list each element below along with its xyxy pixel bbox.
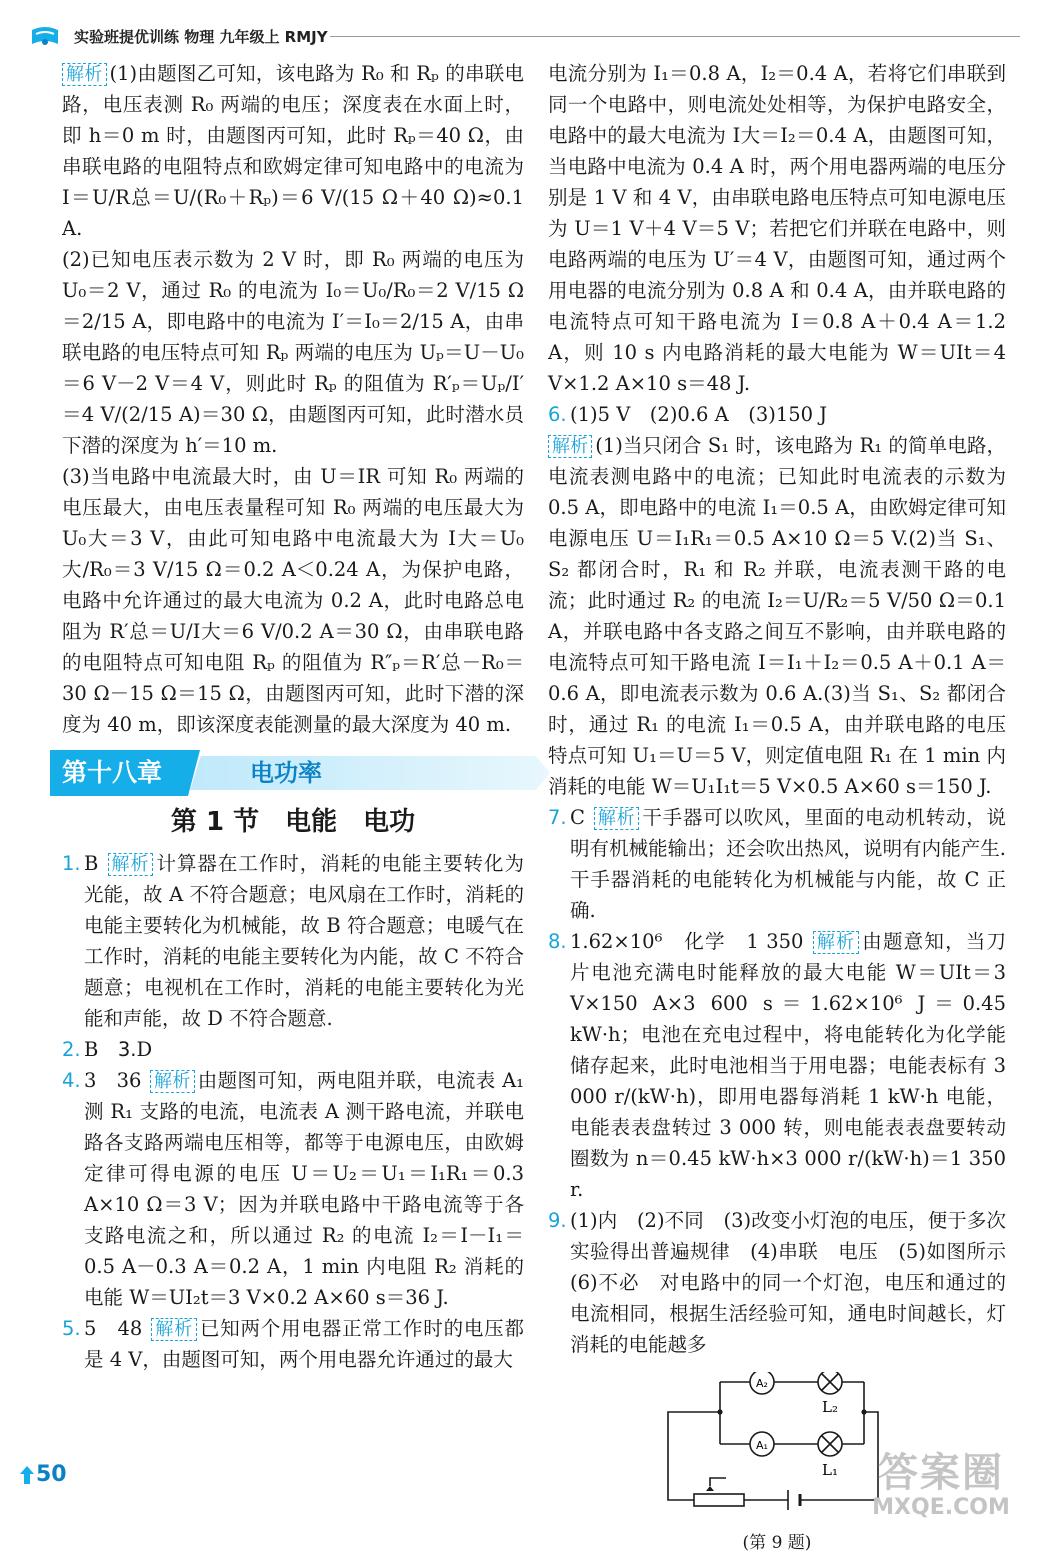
lamp-l1-icon (818, 1432, 842, 1456)
q4-analysis: 由题图可知，两电阻并联，电流表 A₁ 测 R₁ 支路的电流，电流表 A 测干路电流，并联电路各支路两端电压相等，都等于电源电压，由欧姆定律可得电源的电压 U＝U₂＝U₁＝I₁R₁＝0.3 A×10 Ω＝3 V；因为并联电路中干路电流等于各支路电流之和，所以通过 R₂ 的电流 I₂＝I－I₁＝0.5 A－0.3 A＝0.2 A，1 min 内电阻 R₂ 消耗的电能 W＝UI₂t＝3 V×0.2 A×60 s＝36 J. (84, 1069, 524, 1309)
q6-answer: (1)5 V (2)0.6 A (3)150 J (570, 403, 828, 426)
q8-number: 8. (548, 930, 567, 953)
section-title: 第 1 节 电能 电功 (170, 807, 416, 837)
q6-answer-line (548, 399, 1006, 430)
q2-number: 2. (62, 1038, 81, 1061)
analysis-tag: 解析 (594, 807, 640, 830)
right-column (548, 58, 1026, 1562)
figure-caption: (第 9 题) (742, 1533, 812, 1553)
page-marker-icon (20, 1466, 34, 1484)
ammeter-a1-label: A₁ (756, 1439, 768, 1452)
q6-analysis: (1)当只闭合 S₁ 时，该电路为 R₁ 的简单电路，电流表测电路中的电流；已知此时电流表的示数为 0.5 A，即电路中的电流 I₁＝0.5 A，由欧姆定律可知电源电压 U＝I₁R₁＝0.5 A×10 Ω＝5 V.(2)当 S₁、S₂ 都闭合时，R₁ 和 R₂ 并联，电流表测干路的电流；此时通过 R₂ 的电流 I₂＝U/R₂＝5 V/50 Ω＝0.1 A，并联电路中各支路之间互不影响，由并联电路的电流特点可知干路电流 I＝I₁＋I₂＝0.5 A＋0.1 A＝0.6 A，即电流表示数为 0.6 A.(3)当 S₁、S₂ 都闭合时，通过 R₁ 的电流 I₁＝0.5 A，由并联电路的电压特点可知 U₁＝U＝5 V，则定值电阻 R₁ 在 1 min 内消耗的电能 W＝U₁I₁t＝5 V×0.5 A×60 s＝150 J. (548, 434, 1006, 798)
q9-item (548, 1205, 1026, 1360)
q4-answer: 3 36 (84, 1069, 142, 1092)
q7-item (548, 802, 1006, 926)
ammeter-a2-label: A₂ (756, 1377, 768, 1390)
q7-answer: C (570, 806, 585, 829)
chapter-banner (50, 750, 524, 796)
watermark-url: MXQE.COM (872, 1495, 1010, 1520)
q3-analysis-part2: (2)已知电压表示数为 2 V 时，即 R₀ 两端的电压为 U₀＝2 V，通过 R₀ 的电流为 I₀＝U₀/R₀＝2 V/15 Ω＝2/15 A，即电路中的电流为 I′＝I₀＝2/15 A，由串联电路的电压特点可知 Rₚ 两端的电压为 Uₚ＝U－U₀＝6 V－2 V＝4 V，则此时 Rₚ 的阻值为 R′ₚ＝Uₚ/I′＝4 V/(2/15 A)＝30 Ω，由题图丙可知，此时潜水员下潜的深度为 h′＝10 m. (62, 248, 524, 457)
analysis-tag: 解析 (548, 435, 592, 458)
q3-analysis-part3: (3)当电路中电流最大时，由 U＝IR 可知 R₀ 两端的电压最大，由电压表量程可知 R₀ 两端的电压最大为 U₀大＝3 V，由此可知电路中电流最大为 I大＝U₀大/R₀＝3 V/15 Ω＝0.2 A＜0.24 A，为保护电路，电路中允许通过的最大电流为 0.2 A，此时电路总电阻为 R′总＝U/I大＝6 V/0.2 A＝30 Ω，由串联电路的电阻特点可知电阻 Rₚ 的阻值为 R″ₚ＝R′总－R₀＝30 Ω－15 Ω＝15 Ω，由题图丙可知，此时下潜的深度为 40 m，即该深度表能测量的最大深度为 40 m. (62, 465, 525, 736)
q2-answer: B (84, 1038, 99, 1061)
node-dot (861, 1409, 866, 1414)
q5-answer: 5 48 (84, 1317, 143, 1340)
q6-analysis-block (548, 430, 1006, 802)
q4-item (62, 1065, 524, 1313)
analysis-tag: 解析 (151, 1318, 197, 1341)
slider-arrow-icon (706, 1486, 714, 1491)
q3-number: 3. (117, 1038, 137, 1061)
q6-number: 6. (548, 403, 567, 426)
book-title: 实验班提优训练 物理 九年级上 RMJY (74, 28, 328, 46)
q9-answer: (1)内 (2)不同 (3)改变小灯泡的电压，便于多次实验得出普遍规律 (4)串联 电压 (5)如图所示 (6)不必 对电路中的同一个灯泡，电压和通过的电流相同，根据生活经验可知，通电时间越长，灯消耗的电能越多 (570, 1209, 1026, 1356)
chapter-label: 第十八章 (62, 758, 163, 787)
header-divider (330, 36, 1020, 37)
lamp-l1-label: L₁ (822, 1461, 838, 1479)
q4-number: 4. (62, 1069, 81, 1092)
q8-item (548, 926, 1006, 1205)
analysis-tag: 解析 (108, 853, 154, 876)
q9-number: 9. (548, 1209, 567, 1232)
page-header (30, 22, 1020, 52)
chapter-banner-light (190, 756, 550, 790)
watermark (856, 1450, 1026, 1530)
q7-number: 7. (548, 806, 567, 829)
q8-analysis: 由题意知，当刀片电池充满电时能释放的最大电能 W＝UIt＝3 V×150 A×3 600 s＝1.62×10⁶ J＝0.45 kW·h；电池在充电过程中，将电能转化为化学能储存起来，此时电池相当于用电器；电能表标有 3 000 r/(kW·h)，即用电器每消耗 1 kW·h 电能，电能表表盘转过 3 000 转，则电能表表盘要转动圈数为 n＝0.45 kW·h×3 000 r/(kW·h)＝1 350 r. (570, 930, 1006, 1201)
q7-analysis: 干手器可以吹风，里面的电动机转动，说明有机械能输出；还会吹出热风，说明有内能产生.干手器消耗的电能转化为机械能与内能，故 C 正确. (570, 806, 1007, 922)
lamp-l2-icon (818, 1372, 842, 1394)
q3-analysis-part1 (62, 58, 524, 244)
analysis-tag: 解析 (150, 1070, 195, 1093)
q1-answer: B (84, 852, 99, 875)
q3-answer: D (136, 1038, 153, 1061)
q1-item (62, 848, 524, 1034)
chapter-name: 电功率 (250, 759, 322, 787)
node-dot (717, 1409, 722, 1414)
q1-number: 1. (62, 852, 81, 875)
q2-q3-item (62, 1034, 524, 1065)
q5-analysis-continued: 电流分别为 I₁＝0.8 A，I₂＝0.4 A，若将它们串联到同一个电路中，则电流处处相等，为保护电路安全，电路中的最大电流为 I大＝I₂＝0.4 A，由题图可知，当电路中电流为 0.4 A 时，两个用电器两端的电压分别是 1 V 和 4 V，由串联电路电压特点可知电源电压为 U＝1 V＋4 V＝5 V；若把它们并联在电路中，则电路两端的电压为 U′＝4 V，由题图可知，通过两个用电器的电流分别为 0.8 A 和 0.4 A，由并联电路的电流特点可知干路电流为 I＝0.8 A＋0.4 A＝1.2 A，则 10 s 内电路消耗的最大电能为 W＝UIt＝4 V×1.2 A×10 s＝48 J. (548, 62, 1006, 395)
page-number: 50 (36, 1462, 67, 1487)
q1-analysis: 计算器在工作时，消耗的电能主要转化为光能，故 A 不符合题意；电风扇在工作时，消耗的电能主要转化为机械能，故 B 符合题意；电暖气在工作时，消耗的电能主要转化为内能，故 C 不符合题意；电视机在工作时，消耗的电能主要转化为光能和声能，故 D 不符合题意. (84, 852, 524, 1030)
q5-item (62, 1313, 524, 1375)
lamp-l2-label: L₂ (822, 1398, 838, 1416)
q5-number: 5. (62, 1317, 81, 1340)
book-logo-icon (30, 24, 60, 48)
left-column (62, 58, 524, 1375)
rheostat-icon (694, 1494, 744, 1506)
q8-answer: 1.62×10⁶ 化学 1 350 (570, 930, 804, 953)
q5-analysis: 已知两个用电器正常工作时的电压都是 4 V，由题图可知，两个用电器允许通过的最大 (84, 1317, 524, 1371)
analysis-tag: 解析 (62, 63, 107, 86)
q3-analysis-text1: (1)由题图乙可知，该电路为 R₀ 和 Rₚ 的串联电路，电压表测 R₀ 两端的电压；深度表在水面上时，即 h＝0 m 时，由题图丙可知，此时 Rₚ＝40 Ω，由串联电路的电阻特点和欧姆定律可知电路中的电流为 I＝U/R总＝U/(R₀＋Rₚ)＝6 V/(15 Ω＋40 Ω)≈0.1 A. (62, 62, 524, 240)
analysis-tag: 解析 (813, 931, 859, 954)
watermark-title: 答案圈 (878, 1450, 1004, 1496)
